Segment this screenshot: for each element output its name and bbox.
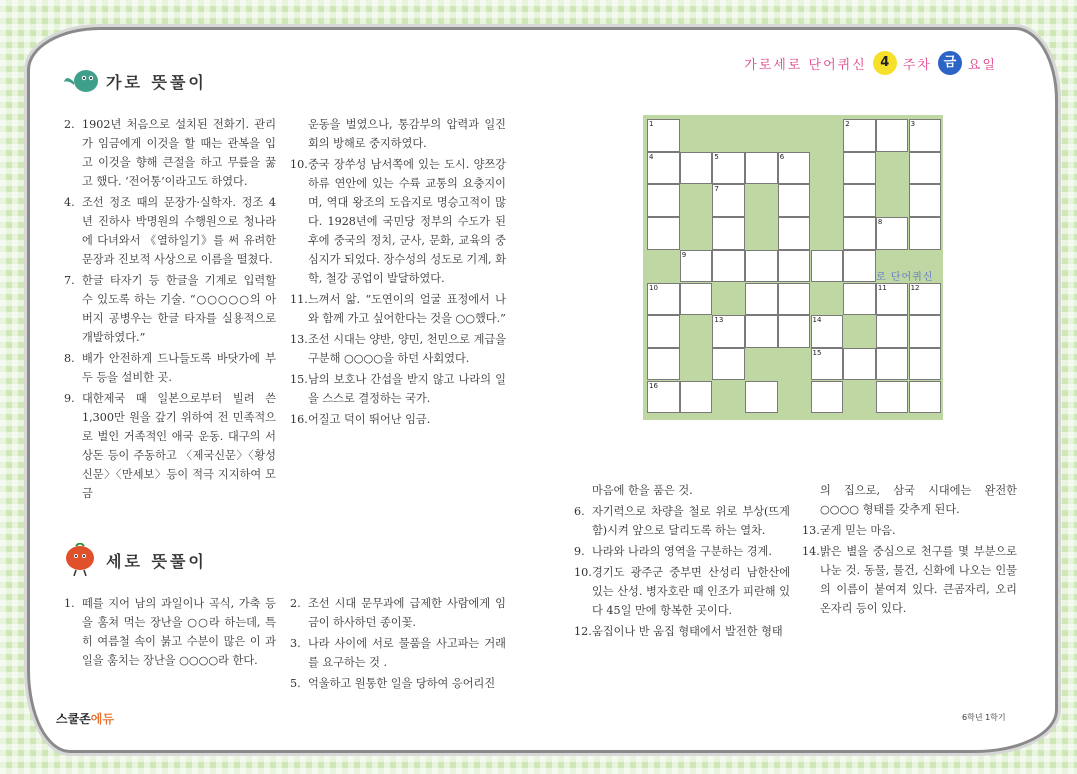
cell-number: 7 <box>714 185 719 194</box>
down-clues-col4 <box>802 481 1017 620</box>
grid-cell[interactable] <box>680 250 713 283</box>
clue-text: 남의 보호나 간섭을 받지 않고 나라의 일을 스스로 결정하는 국가. <box>308 373 506 405</box>
clue-number: 3. <box>290 637 301 650</box>
publisher-logo <box>56 710 114 727</box>
grid-cell[interactable] <box>909 184 942 217</box>
clue-item <box>290 674 506 693</box>
grid-cell[interactable] <box>712 250 745 283</box>
clue-item <box>802 542 1017 618</box>
clue-number: 14. <box>802 545 820 558</box>
grid-cell[interactable] <box>909 381 942 414</box>
clue-number: 6. <box>574 505 585 518</box>
across-clues-col2 <box>290 115 506 431</box>
grid-cell[interactable] <box>778 217 811 250</box>
clue-item <box>290 410 506 429</box>
grid-cell[interactable] <box>876 348 909 381</box>
clue-number: 10. <box>290 158 308 171</box>
grid-cell[interactable] <box>647 315 680 348</box>
grid-cell[interactable] <box>778 283 811 316</box>
cell-number: 12 <box>910 283 920 292</box>
grid-cell[interactable] <box>876 217 909 250</box>
down-clues-col3 <box>574 481 790 643</box>
clue-text: 배가 안전하게 드나들도록 바닷가에 부두 등을 설비한 곳. <box>82 352 276 384</box>
cell-number: 1 <box>649 120 654 128</box>
grid-cell[interactable] <box>843 283 876 316</box>
clue-text: 경기도 광주군 중부면 산성리 남한산에 있는 산성. 병자호란 때 인조가 피란해 있다 45일 만에 항복한 곳이다. <box>592 566 790 617</box>
clue-text: 조선 정조 때의 문장가·실학자. 정조 4년 진하사 박명원의 수행원으로 청나라에 다녀와서 《열하일기》를 써 유려한 문장과 진보적 사상으로 이름을 떨쳤다. <box>82 196 276 266</box>
cell-number: 11 <box>877 283 887 292</box>
grid-cell[interactable] <box>843 250 876 283</box>
day-suffix: 요일 <box>967 57 997 73</box>
cell-number: 15 <box>812 348 822 357</box>
clue-number: 8. <box>64 352 75 365</box>
clue-number: 4. <box>64 196 75 209</box>
grid-cell[interactable] <box>811 348 844 381</box>
clue-text: 마음에 한을 품은 것. <box>592 484 693 497</box>
grid-cell[interactable] <box>647 152 680 185</box>
clue-text: 느껴서 앎. “도연이의 얼굴 표정에서 나와 함께 가고 싶어한다는 것을 ○○했다.” <box>308 293 506 325</box>
day-badge: 금 <box>938 51 962 75</box>
cell-number: 4 <box>649 152 654 161</box>
clue-text: 어질고 덕이 뛰어난 임금. <box>308 413 431 426</box>
grid-cell[interactable] <box>876 119 909 152</box>
clue-number: 7. <box>64 274 75 287</box>
grid-cell[interactable] <box>843 184 876 217</box>
logo-edu: 에듀 <box>90 712 114 726</box>
grid-cell[interactable] <box>909 152 942 185</box>
grid-cell[interactable] <box>778 152 811 185</box>
grid-cell[interactable] <box>778 315 811 348</box>
clue-item <box>290 330 506 368</box>
grid-cell[interactable] <box>745 315 778 348</box>
clue-item <box>64 389 276 503</box>
across-title <box>62 68 207 94</box>
cell-number: 3 <box>910 120 916 128</box>
week-number-badge: 4 <box>873 51 897 75</box>
cell-number: 6 <box>779 152 785 161</box>
grid-cell[interactable] <box>647 381 680 414</box>
grid-cell[interactable] <box>745 250 778 283</box>
grid-cell[interactable] <box>647 283 680 316</box>
clue-item <box>64 193 276 269</box>
clue-number: 2. <box>64 118 75 131</box>
grid-cell[interactable] <box>778 250 811 283</box>
cell-number: 9 <box>681 250 687 259</box>
grid-cell[interactable] <box>876 315 909 348</box>
cell-number: 10 <box>649 283 658 292</box>
cell-number: 8 <box>877 218 883 227</box>
clue-number: 5. <box>290 677 301 690</box>
clue-text: 1902년 처음으로 설치된 전화기. 관리가 임금에게 이것을 할 때는 관복을 입고 이것을 향해 큰절을 하고 무릎을 꿇고 했다. ‘전어통’이라고도 하였다. <box>82 118 276 188</box>
grid-cell[interactable] <box>909 283 942 316</box>
grade-note: 6학년 1학기 <box>962 713 1006 722</box>
clue-text: 억울하고 원통한 일을 당하여 응어리진 <box>308 677 496 690</box>
clue-text: 운동을 벌였으나, 통감부의 압력과 일진회의 방해로 중지하였다. <box>308 118 506 150</box>
clue-item <box>290 594 506 632</box>
grid-cell[interactable] <box>811 315 844 348</box>
clue-text: 대한제국 때 일본으로부터 빌려 쓴 1,300만 원을 갚기 위하여 전 민족적으로 벌인 거족적인 애국 운동. 대구의 서상돈 등이 주동하고 〈제국신문〉〈황성신문〉〈만세보〉등이 적극 지지하여 모금 <box>82 392 276 500</box>
clue-item <box>290 115 506 153</box>
clue-item <box>290 370 506 408</box>
bean-character-icon <box>62 543 100 577</box>
grid-cell[interactable] <box>811 381 844 414</box>
grid-cell[interactable] <box>909 217 942 250</box>
clue-text: 의 집으로, 삼국 시대에는 완전한 ○○○○ 형태를 갖추게 된다. <box>820 484 1017 516</box>
across-title-text: 가로 뜻풀이 <box>106 72 207 92</box>
grid-cell[interactable] <box>647 348 680 381</box>
clue-text: 자기력으로 차량을 철로 위로 부상(뜨게 함)시켜 앞으로 달리도록 하는 열차. <box>592 505 790 537</box>
grid-cell[interactable] <box>712 217 745 250</box>
down-clues-col2 <box>290 594 506 695</box>
grid-cell[interactable] <box>712 348 745 381</box>
grid-cell[interactable] <box>712 152 745 185</box>
week-suffix: 주차 <box>902 57 932 73</box>
cell-number: 14 <box>812 316 822 325</box>
clue-text: 나라 사이에 서로 물품을 사고파는 거래를 요구하는 것 . <box>308 637 506 669</box>
clue-item <box>574 481 790 500</box>
clue-text: 나라와 나라의 영역을 구분하는 경계. <box>592 545 772 558</box>
grid-cell[interactable] <box>680 381 713 414</box>
clue-number: 10. <box>574 566 592 579</box>
clue-text: 움집이나 반 움집 형태에서 발전한 형태 <box>592 625 783 638</box>
grid-cell[interactable] <box>909 119 942 152</box>
cell-number: 5 <box>714 152 719 161</box>
down-title <box>62 543 207 577</box>
grid-cell[interactable] <box>680 152 713 185</box>
clue-number: 16. <box>290 413 308 426</box>
grid-cell[interactable] <box>909 315 942 348</box>
clue-item <box>290 290 506 328</box>
down-clues-col1 <box>64 594 276 672</box>
logo-main: 스쿨존 <box>56 712 91 726</box>
grid-cell[interactable] <box>909 348 942 381</box>
clue-text: 떼를 지어 남의 과일이나 곡식, 가축 등을 훔쳐 먹는 장난을 ○○라 하는데, 특히 여름철 속이 붉고 수분이 많은 이 과일을 훔치는 장난을 ○○○○라 한다. <box>82 597 276 667</box>
cell-number: 13 <box>714 316 724 325</box>
clue-item <box>802 481 1017 519</box>
clue-text: 조선 시대 문무과에 급제한 사람에게 임금이 하사하던 종이꽃. <box>308 597 506 629</box>
clue-item <box>64 115 276 191</box>
grid-cell[interactable] <box>745 283 778 316</box>
clue-item <box>290 634 506 672</box>
clue-text: 중국 장쑤성 남서쪽에 있는 도시. 양쯔강 하류 연안에 있는 수륙 교통의 요충지이며, 역대 왕조의 도읍지로 명승고적이 많다. 1928년에 국민당 정부의 수도가 된 후에 중국의 정치, 군사, 문화, 교육의 중심지가 되었다. 장수성의 성도로 기계, 화학, 철강 공업이 발달하였다. <box>308 158 506 285</box>
clue-number: 13. <box>290 333 308 346</box>
clue-number: 1. <box>64 597 75 610</box>
clue-item <box>574 563 790 620</box>
grid-cell[interactable] <box>843 152 876 185</box>
clue-number: 13. <box>802 524 820 537</box>
grid-cell[interactable] <box>647 217 680 250</box>
clue-text: 굳게 믿는 마음. <box>820 524 896 537</box>
tadpole-icon <box>62 68 100 94</box>
grid-cell[interactable] <box>876 283 909 316</box>
across-clues-col1 <box>64 115 276 505</box>
clue-item <box>64 271 276 347</box>
clue-item <box>64 349 276 387</box>
grid-cell[interactable] <box>778 184 811 217</box>
grid-cell[interactable] <box>712 315 745 348</box>
clue-item <box>290 155 506 288</box>
clue-item <box>574 622 790 641</box>
grid-cell[interactable] <box>811 250 844 283</box>
clue-number: 9. <box>574 545 585 558</box>
grid-cell[interactable] <box>712 184 745 217</box>
grid-cell[interactable] <box>745 152 778 185</box>
header-tag-text: 가로세로 단어퀴신 <box>744 57 867 73</box>
clue-item <box>802 521 1017 540</box>
clue-text: 조선 시대는 양반, 양민, 천민으로 계급을 구분해 ○○○○을 하던 사회였다. <box>308 333 506 365</box>
grid-cell[interactable] <box>745 381 778 414</box>
grid-cell[interactable] <box>647 184 680 217</box>
grid-cell[interactable] <box>680 283 713 316</box>
clue-text: 밝은 별을 중심으로 천구를 몇 부분으로 나눈 것. 동물, 물건, 신화에 나오는 인물의 이름이 붙여져 있다. 큰곰자리, 오리온자리 등이 있다. <box>820 545 1017 615</box>
cell-number: 2 <box>845 120 850 128</box>
grid-cell[interactable] <box>843 119 876 152</box>
clue-number: 11. <box>290 293 308 306</box>
clue-item <box>64 594 276 670</box>
header-tag <box>744 50 997 76</box>
clue-number: 2. <box>290 597 301 610</box>
clue-item <box>574 542 790 561</box>
grid-cell[interactable] <box>876 381 909 414</box>
clue-text: 한글 타자기 등 한글을 기계로 입력할 수 있도록 하는 기술. “○○○○○의 아버지 공병우는 한글 타자를 실용적으로 개발하였다.” <box>82 274 276 344</box>
cell-number: 16 <box>649 381 658 390</box>
clue-number: 12. <box>574 625 592 638</box>
clue-number: 9. <box>64 392 75 405</box>
watermark-text: 로 단어퀴신 <box>876 272 934 283</box>
down-title-text: 세로 뜻풀이 <box>106 551 207 571</box>
clue-number: 15. <box>290 373 308 386</box>
grid-cell[interactable] <box>843 217 876 250</box>
grid-cell[interactable] <box>647 119 680 152</box>
clue-item <box>574 502 790 540</box>
grid-cell[interactable] <box>843 348 876 381</box>
